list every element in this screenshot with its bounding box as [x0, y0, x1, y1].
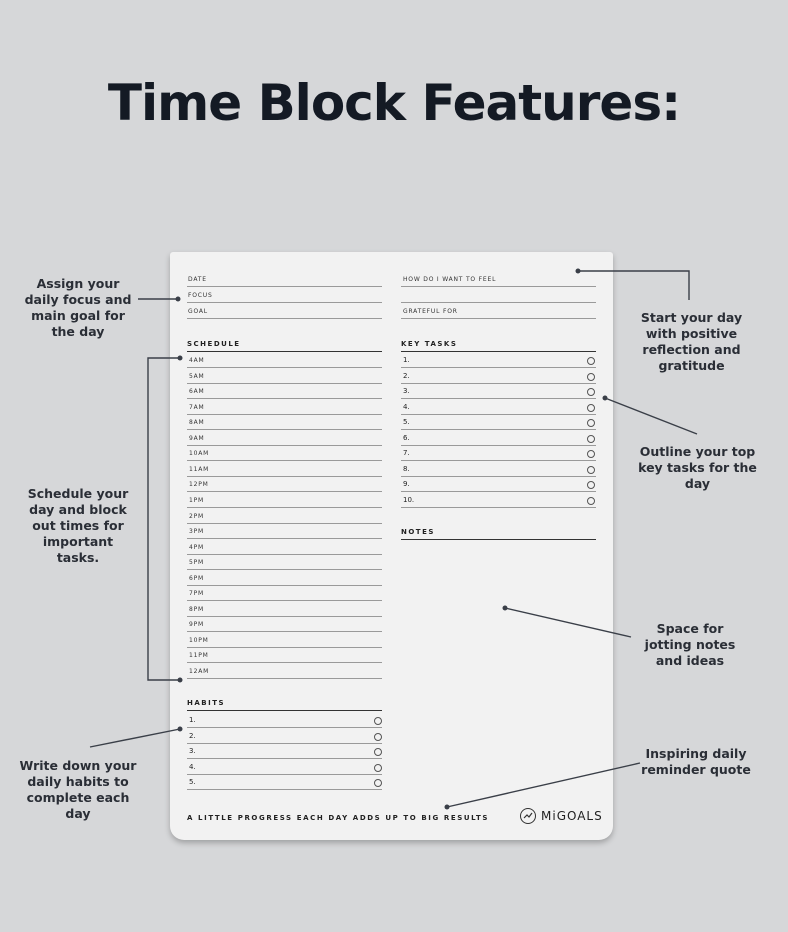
schedule-time: 11PM: [189, 652, 209, 660]
annotation-focus: Assign your daily focus and main goal for the day: [24, 276, 132, 339]
schedule-time: 8PM: [189, 605, 205, 613]
schedule-time: 7PM: [189, 590, 205, 598]
habit-number: 2.: [189, 731, 196, 740]
key-task-number: 9.: [403, 480, 410, 489]
field-date: DATE: [188, 276, 207, 283]
habits-heading: HABITS: [187, 699, 226, 707]
schedule-time: 11AM: [189, 465, 210, 473]
key-task-number: 8.: [403, 464, 410, 473]
schedule-time: 5AM: [189, 372, 205, 380]
schedule-time: 10PM: [189, 636, 209, 644]
field-grateful: GRATEFUL FOR: [403, 308, 458, 315]
habit-number: 4.: [189, 762, 196, 771]
notes-heading: NOTES: [401, 528, 435, 536]
schedule-time: 3PM: [189, 528, 205, 536]
key-task-number: 4.: [403, 402, 410, 411]
schedule-time: 6AM: [189, 388, 205, 396]
annotation-reflection: Start your day with positive reflection and gratitude: [640, 310, 743, 373]
key-task-number: 10.: [403, 495, 415, 504]
key-task-number: 2.: [403, 371, 410, 380]
schedule-time: 8AM: [189, 419, 205, 427]
field-focus: FOCUS: [188, 292, 213, 299]
habit-number: 5.: [189, 778, 196, 787]
key-task-number: 5.: [403, 418, 410, 427]
key-task-number: 3.: [403, 387, 410, 396]
schedule-time: 12AM: [189, 668, 210, 675]
key-task-number: 6.: [403, 433, 410, 442]
schedule-time: 9PM: [189, 621, 205, 629]
schedule-time: 10AM: [189, 450, 210, 458]
annotation-notes: Space for jotting notes and ideas: [644, 621, 736, 668]
key-tasks-heading: KEY TASKS: [401, 340, 458, 348]
schedule-time: 4PM: [189, 543, 205, 551]
schedule-time: 1PM: [189, 496, 205, 504]
annotation-tasks: Outline your top key tasks for the day: [638, 444, 757, 491]
schedule-time: 6PM: [189, 574, 205, 582]
daily-quote: A LITTLE PROGRESS EACH DAY ADDS UP TO BIG RESULTS: [187, 814, 490, 822]
annotation-schedule: Schedule your day and block out times for important tasks.: [27, 486, 129, 565]
schedule-time: 12PM: [189, 481, 209, 489]
schedule-time: 5PM: [189, 559, 205, 567]
key-task-number: 7.: [403, 449, 410, 458]
habit-number: 1.: [189, 716, 196, 724]
field-feel: HOW DO I WANT TO FEEL: [403, 276, 497, 283]
page-title: Time Block Features:: [107, 74, 681, 132]
annotation-habits: Write down your daily habits to complete each day: [19, 758, 137, 821]
schedule-time: 7AM: [189, 403, 205, 411]
schedule-time: 9AM: [189, 434, 205, 442]
schedule-time: 4AM: [189, 357, 205, 364]
annotation-quote: Inspiring daily reminder quote: [641, 746, 751, 777]
schedule-time: 2PM: [189, 512, 205, 520]
key-task-number: 1.: [403, 356, 410, 364]
brand-name: MiGOALS: [541, 809, 603, 823]
habit-number: 3.: [189, 747, 196, 756]
schedule-heading: SCHEDULE: [187, 340, 241, 348]
field-goal: GOAL: [188, 308, 208, 315]
